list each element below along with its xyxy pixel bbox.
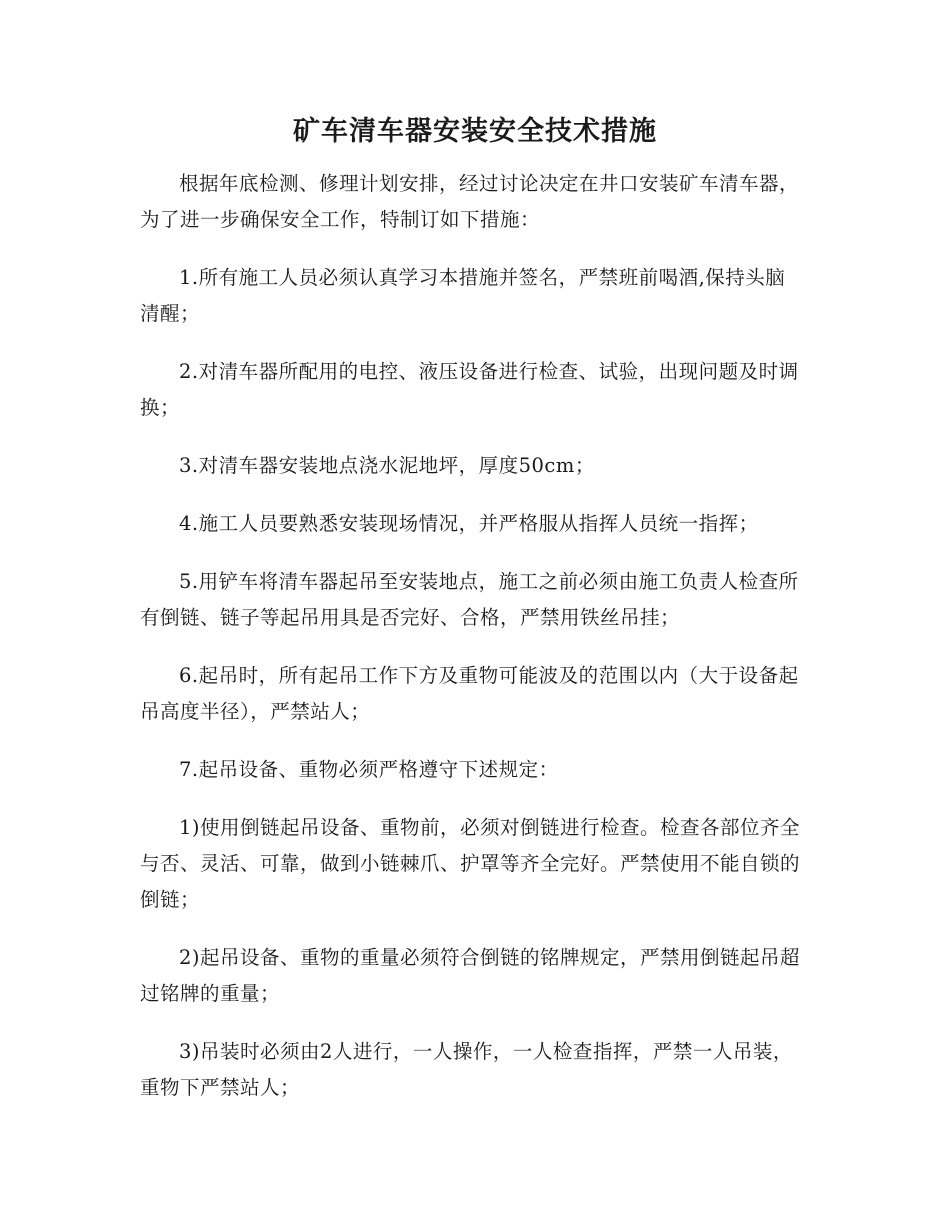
measure-item-1: 1.所有施工人员必须认真学习本措施并签名，严禁班前喝酒,保持头脑清醒； (140, 266, 786, 325)
sub-rule-3: 3)吊装时必须由2人进行，一人操作，一人检查指挥，严禁一人吊装，重物下严禁站人； (140, 1040, 793, 1099)
measure-item-7: 7.起吊设备、重物必须严格遵守下述规定： (179, 758, 559, 781)
sub-rule-1: 1)使用倒链起吊设备、重物前，必须对倒链进行检查。检查各部位齐全与否、灵活、可靠，做到小链棘爪、护罩等齐全完好。严禁使用不能自锁的倒链； (140, 816, 801, 911)
measure-item-2: 2.对清车器所配用的电控、液压设备进行检查、试验，出现问题及时调换； (140, 360, 799, 419)
document-title: 矿车清车器安装安全技术措施 (293, 116, 657, 147)
measure-item-5: 5.用铲车将清车器起吊至安装地点，施工之前必须由施工负责人检查所有倒链、链子等起吊用具是否完好、合格，严禁用铁丝吊挂； (140, 570, 799, 629)
measure-item-3: 3.对清车器安装地点浇水泥地坪，厚度50cm； (179, 454, 595, 477)
sub-rule-2: 2)起吊设备、重物的重量必须符合倒链的铭牌规定，严禁用倒链起吊超过铭牌的重量； (140, 946, 801, 1005)
measure-item-6: 6.起吊时，所有起吊工作下方及重物可能波及的范围以内（大于设备起吊高度半径），严禁站人； (140, 664, 799, 723)
measure-item-4: 4.施工人员要熟悉安装现场情况，并严格服从指挥人员统一指挥； (179, 512, 759, 535)
intro-paragraph: 根据年底检测、修理计划安排，经过讨论决定在井口安装矿车清车器，为了进一步确保安全工作，特制订如下措施： (140, 172, 800, 231)
document-body (140, 166, 805, 1128)
